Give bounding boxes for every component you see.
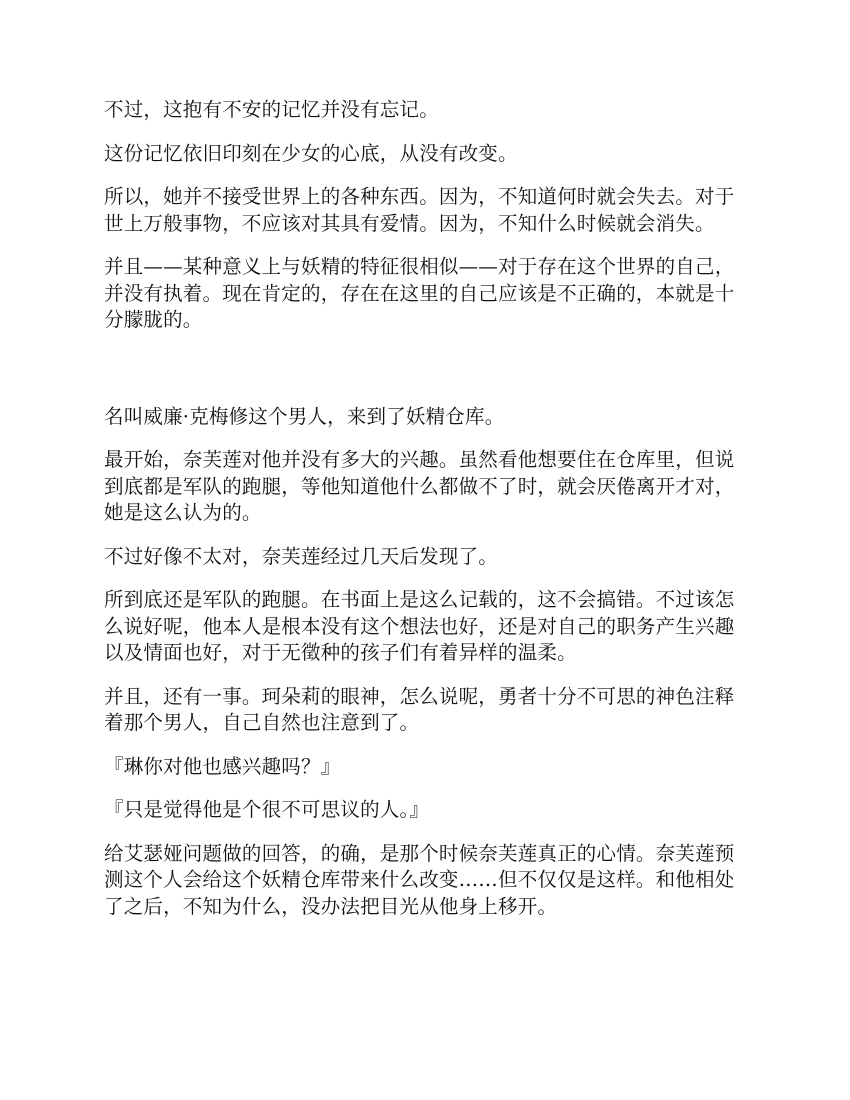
dialogue-line: 『只是觉得他是个很不可思议的人。』: [104, 798, 430, 821]
paragraph: 所以，她并不接受世界上的各种东西。因为，不知道何时就会失去。对于世上万般事物，不应该对其具有爱情。因为，不知什么时候就会消失。: [104, 185, 735, 235]
paragraph: 不过，这抱有不安的记忆并没有忘记。: [104, 98, 439, 121]
paragraph: 这份记忆依旧印刻在少女的心底，从没有改变。: [104, 141, 518, 165]
paragraph: 给艾瑟娅问题做的回答，的确，是那个时候奈芙莲真正的心情。奈芙莲预测这个人会给这个妖精仓库带来什么改变……但不仅仅是这样。和他相处了之后，不知为什么，没办法把目光从他身上移开。: [104, 841, 735, 918]
paragraph: 并且，还有一事。珂朵莉的眼神，怎么说呢，勇者十分不可思的神色注释着那个男人，自己自然也注意到了。: [104, 684, 735, 734]
paragraph: 名叫威廉·克梅修这个男人，来到了妖精仓库。: [104, 404, 505, 428]
paragraph: 并且——某种意义上与妖精的特征很相似——对于存在这个世界的自己，并没有执着。现在肯定的，存在在这里的自己应该是不正确的，本就是十分朦胧的。: [104, 255, 735, 331]
paragraph: 最开始，奈芙莲对他并没有多大的兴趣。虽然看他想要住在仓库里，但说到底都是军队的跑腿，等他知道他什么都做不了时，就会厌倦离开才对，她是这么认为的。: [104, 448, 735, 524]
dialogue-line: 『琳你对他也感兴趣吗？』: [104, 754, 341, 778]
text-body: [104, 97, 750, 937]
paragraph: 不过好像不太对，奈芙莲经过几天后发现了。: [104, 544, 499, 568]
scene-break: [104, 351, 750, 404]
paragraph: 所到底还是军队的跑腿。在书面上是这么记载的，这不会搞错。不过该怎么说好呢，他本人是根本没有这个想法也好，还是对自己的职务产生兴趣以及情面也好，对于无徵种的孩子们有着异样的温柔。: [104, 588, 735, 664]
